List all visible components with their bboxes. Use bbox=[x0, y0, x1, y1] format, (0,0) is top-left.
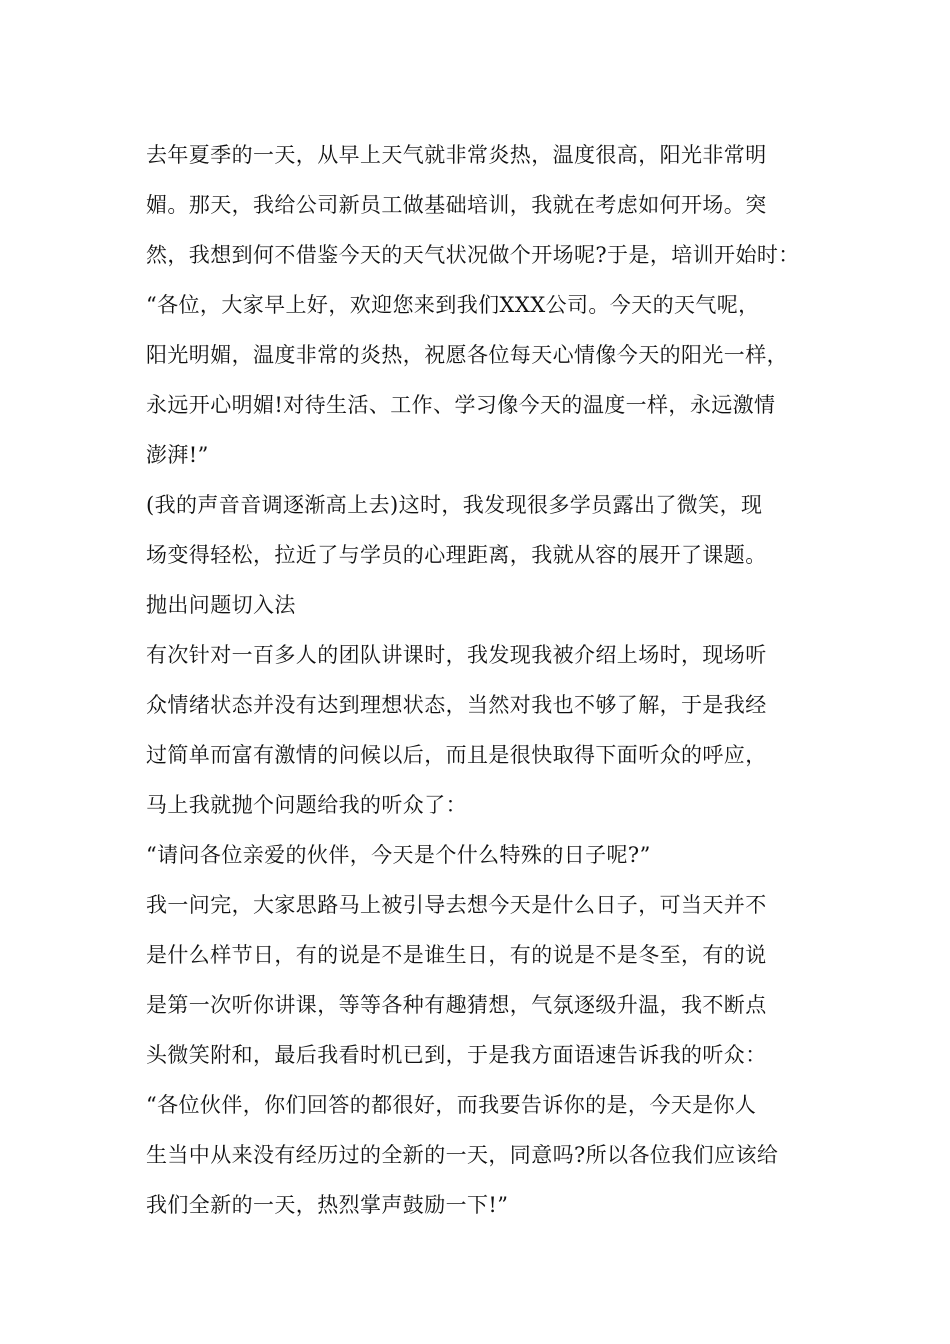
text-line: 然，我想到何不借鉴今天的天气状况做个开场呢?于是，培训开始时： bbox=[146, 243, 800, 267]
text-line: 去年夏季的一天，从早上天气就非常炎热，温度很高，阳光非常明 bbox=[146, 143, 767, 167]
text-line: 生当中从来没有经历过的全新的一天，同意吗?所以各位我们应该给 bbox=[146, 1143, 779, 1167]
text-line: “各位伙伴，你们回答的都很好，而我要告诉你的是，今天是你人 bbox=[146, 1093, 757, 1117]
text-line: 头微笑附和，最后我看时机已到，于是我方面语速告诉我的听众： bbox=[146, 1043, 767, 1067]
text-line: (我的声音音调逐渐高上去)这时，我发现很多学员露出了微笑，现 bbox=[146, 493, 763, 517]
document-body bbox=[146, 130, 816, 1230]
text-line: 媚。那天，我给公司新员工做基础培训，我就在考虑如何开场。突 bbox=[146, 193, 767, 217]
text-line: 是第一次听你讲课，等等各种有趣猜想，气氛逐级升温，我不断点 bbox=[146, 993, 767, 1017]
text-line: 过简单而富有激情的问候以后，而且是很快取得下面听众的呼应， bbox=[146, 743, 767, 767]
text-line: 我们全新的一天，热烈掌声鼓励一下!” bbox=[146, 1193, 509, 1217]
text-line: 有次针对一百多人的团队讲课时，我发现我被介绍上场时，现场听 bbox=[146, 643, 767, 667]
text-line: 马上我就抛个问题给我的听众了： bbox=[146, 793, 467, 817]
text-line: 永远开心明媚!对待生活、工作、学习像今天的温度一样，永远激情 bbox=[146, 393, 776, 417]
text-line: “请问各位亲爱的伙伴，今天是个什么特殊的日子呢?” bbox=[146, 843, 651, 867]
text-line: 澎湃!” bbox=[146, 443, 209, 467]
text-line: 众情绪状态并没有达到理想状态，当然对我也不够了解，于是我经 bbox=[146, 693, 767, 717]
text-line: “各位，大家早上好，欢迎您来到我们XXX公司。今天的天气呢， bbox=[146, 293, 760, 317]
text-line: 是什么样节日，有的说是不是谁生日，有的说是不是冬至，有的说 bbox=[146, 943, 767, 967]
text-line: 阳光明媚，温度非常的炎热，祝愿各位每天心情像今天的阳光一样， bbox=[146, 343, 788, 367]
text-line: 场变得轻松，拉近了与学员的心理距离，我就从容的展开了课题。 bbox=[146, 543, 767, 567]
text-line: 我一问完，大家思路马上被引导去想今天是什么日子，可当天并不 bbox=[146, 893, 767, 917]
section-heading: 抛出问题切入法 bbox=[146, 593, 296, 617]
